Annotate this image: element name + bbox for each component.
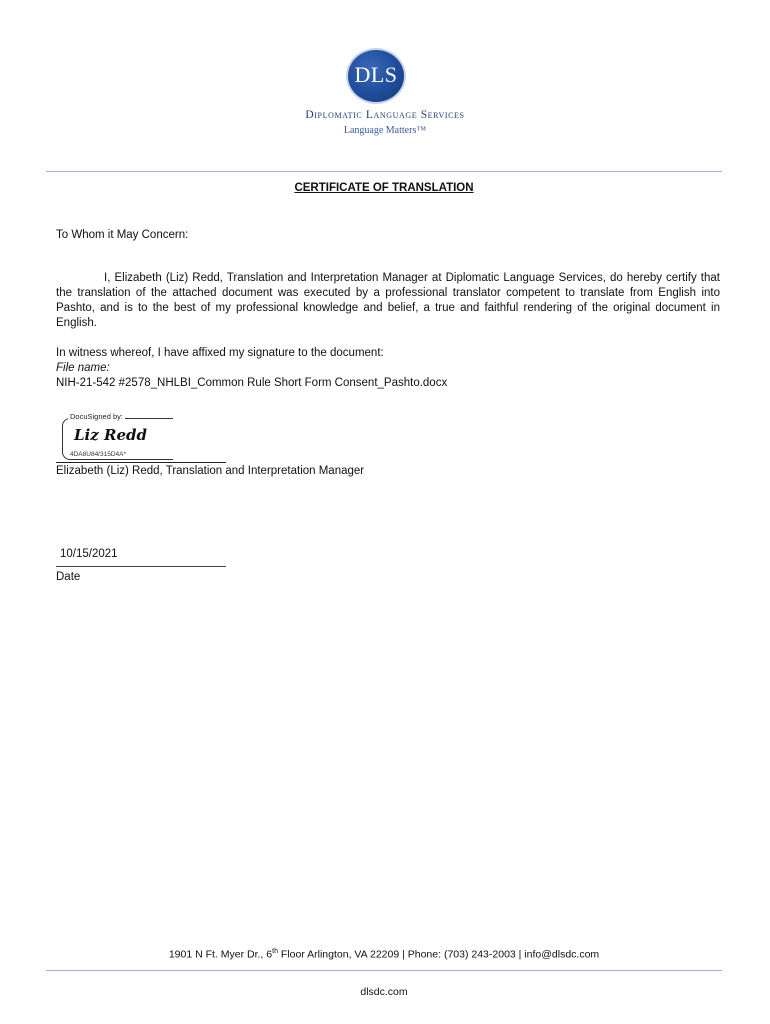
certification-body: I, Elizabeth (Liz) Redd, Translation and Interpretation Manager at Diplomatic Language Services, do hereby certify that the translation of the attached document was executed by a professional translator competent to translate from English into Pashto, and is to the best of my professional knowledge and belief, a true and faithful rendering of the original document in English. xyxy=(56,272,720,329)
footer-address-part2: Floor Arlington, VA 22209 | Phone: (703) 243-2003 | info@dlsdc.com xyxy=(277,948,600,961)
footer-divider xyxy=(46,970,722,971)
footer-address-sup: th xyxy=(272,948,278,955)
witness-statement: In witness whereof, I have affixed my signature to the document: xyxy=(56,347,384,359)
logo-company-name: Diplomatic Language Services xyxy=(305,109,465,121)
date-line xyxy=(56,566,226,567)
docusign-envelope-id: 4DA8U84/315D4A* xyxy=(70,451,127,458)
logo-tagline: Language Matters™ xyxy=(343,125,427,136)
footer-website[interactable]: dlsdc.com xyxy=(360,986,408,998)
signature-image: Liz Redd xyxy=(74,426,147,444)
salutation: To Whom it May Concern: xyxy=(56,229,189,241)
logo-abbreviation: DLS xyxy=(354,62,398,87)
docusign-label: DocuSigned by: xyxy=(70,412,123,421)
header-divider xyxy=(46,171,722,172)
file-name-value: NIH-21-542 #2578_NHLBI_Common Rule Short Form Consent_Pashto.docx xyxy=(56,377,448,389)
footer-address-part1: 1901 N Ft. Myer Dr., 6 xyxy=(168,948,273,961)
signer-caption: Elizabeth (Liz) Redd, Translation and Interpretation Manager xyxy=(56,465,365,477)
certificate-title: CERTIFICATE OF TRANSLATION xyxy=(294,182,474,194)
date-value: 10/15/2021 xyxy=(60,548,118,560)
footer-address xyxy=(46,948,722,961)
signature-line xyxy=(56,462,226,463)
date-caption: Date xyxy=(56,571,81,583)
file-name-label: File name: xyxy=(56,362,110,374)
